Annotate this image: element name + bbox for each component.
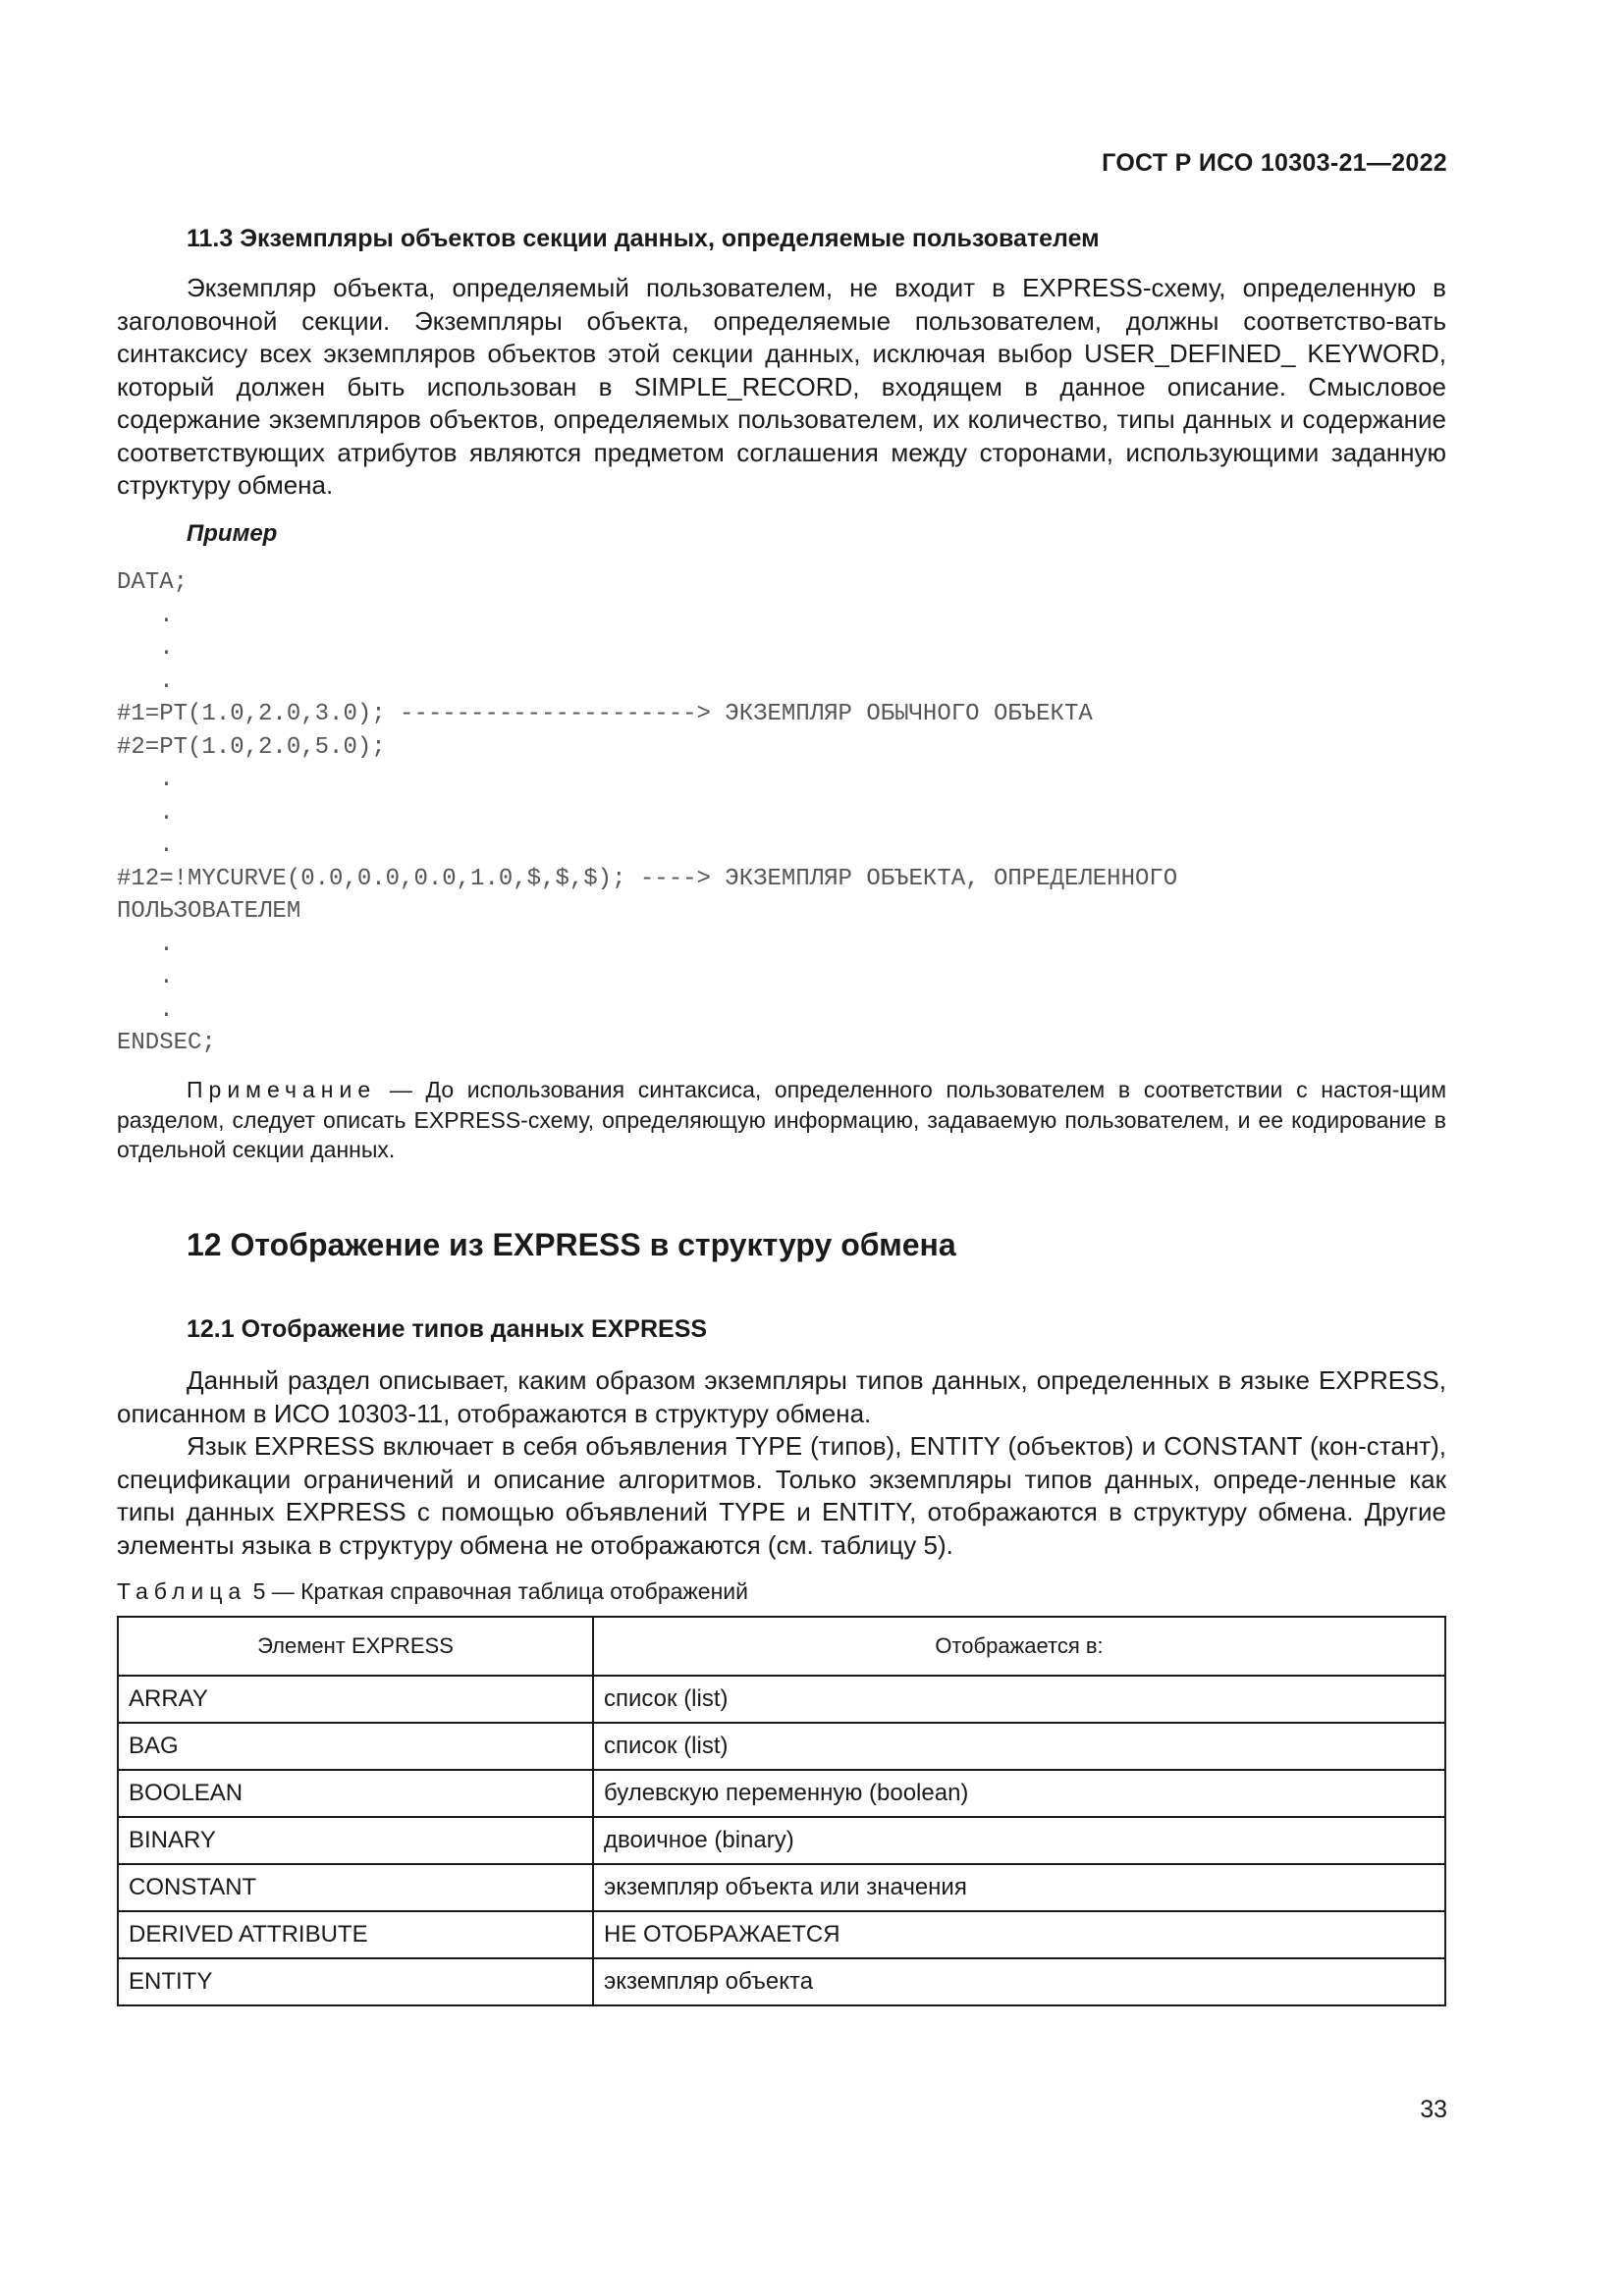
table-row [118, 1864, 1445, 1911]
cell-express-element: BOOLEAN [118, 1770, 593, 1817]
code-line: DATA; [117, 569, 189, 596]
code-line: . [117, 635, 174, 662]
header-express-element: Элемент EXPRESS [118, 1617, 593, 1676]
cell-maps-to: НЕ ОТОБРАЖАЕТСЯ [593, 1911, 1445, 1958]
table-5-caption [117, 1578, 748, 1605]
code-line: . [117, 667, 174, 695]
section-12-heading: 12 Отображение из EXPRESS в структуру обмена [187, 1227, 956, 1262]
code-line: #1=PT(1.0,2.0,3.0); ---------------------> ЭКЗЕМПЛЯР ОБЫЧНОГО ОБЪЕКТА [117, 701, 1093, 727]
code-line: ПОЛЬЗОВАТЕЛЕМ [117, 898, 301, 925]
table-header-row [118, 1617, 1445, 1676]
document-code-header: ГОСТ Р ИСО 10303-21—2022 [1102, 149, 1447, 177]
cell-maps-to: экземпляр объекта [593, 1958, 1445, 2005]
note-text: — До использования синтаксиса, определенного пользователем в соответствии с настоя-щим разделом, следует описать EXPRESS-схему, определяющую информацию, задаваемую пользователем, и ее кодирование в отдельной секции данных. [117, 1077, 1446, 1162]
code-line: ENDSEC; [117, 1030, 216, 1056]
table-row [118, 1911, 1445, 1958]
code-line: #2=PT(1.0,2.0,5.0); [117, 733, 386, 761]
cell-maps-to: двоичное (binary) [593, 1817, 1445, 1864]
table-row [118, 1958, 1445, 2005]
cell-express-element: ARRAY [118, 1676, 593, 1723]
code-line: . [117, 799, 174, 827]
table-row [118, 1770, 1445, 1817]
code-line: . [117, 996, 174, 1024]
table-caption-label: Таблица [117, 1578, 247, 1604]
code-line: . [117, 964, 174, 990]
table-row [118, 1723, 1445, 1770]
section-11-3-heading: 11.3 Экземпляры объектов секции данных, определяемые пользователем [187, 225, 1100, 252]
header-maps-to: Отображается в: [593, 1617, 1445, 1676]
table-caption-text: 5 — Краткая справочная таблица отображений [246, 1578, 748, 1604]
code-line: . [117, 931, 174, 958]
cell-maps-to: экземпляр объекта или значения [593, 1864, 1445, 1911]
table-row [118, 1817, 1445, 1864]
table-row [118, 1676, 1445, 1723]
cell-maps-to: булевскую переменную (boolean) [593, 1770, 1445, 1817]
code-example [117, 566, 1177, 1060]
code-line: #12=!MYCURVE(0.0,0.0,0.0,1.0,$,$,$); ----> ЭКЗЕМПЛЯР ОБЪЕКТА, ОПРЕДЕЛЕННОГО [117, 865, 1178, 892]
section-12-1-paragraph-1: Данный раздел описывает, каким образом экземпляры типов данных, определенных в языке EXPRESS, описанном в ИСО 10303-11, отображаются в структуру обмена. [117, 1365, 1446, 1428]
section-12-1-heading: 12.1 Отображение типов данных EXPRESS [187, 1315, 708, 1343]
cell-maps-to: список (list) [593, 1723, 1445, 1770]
cell-express-element: DERIVED ATTRIBUTE [118, 1911, 593, 1958]
cell-express-element: ENTITY [118, 1958, 593, 2005]
code-line: . [117, 832, 174, 859]
cell-express-element: BAG [118, 1723, 593, 1770]
note-paragraph [117, 1075, 1446, 1165]
section-11-3-paragraph: Экземпляр объекта, определяемый пользователем, не входит в EXPRESS-схему, определенную в заголовочной секции. Экземпляры объекта, определяемые пользователем, должны соответство-вать синтаксису всех экземпляров объектов этой секции данных, исключая выбор USER_DEFINED_ KEYWORD, который должен быть использован в SIMPLE_RECORD, входящем в данное описание. Смысловое содержание экземпляров объектов, определяемых пользователем, их количество, типы данных и содержание соответствующих атрибутов являются предметом соглашения между сторонами, использующими заданную структуру обмена. [117, 273, 1446, 500]
mapping-table [117, 1616, 1446, 2006]
code-line: . [117, 767, 174, 793]
code-line: . [117, 602, 174, 629]
example-label: Пример [187, 520, 278, 547]
cell-maps-to: список (list) [593, 1676, 1445, 1723]
cell-express-element: CONSTANT [118, 1864, 593, 1911]
note-label: Примечание [187, 1077, 377, 1102]
page-number: 33 [1420, 2096, 1447, 2123]
cell-express-element: BINARY [118, 1817, 593, 1864]
section-12-1-paragraph-2: Язык EXPRESS включает в себя объявления TYPE (типов), ENTITY (объектов) и CONSTANT (кон-стант), спецификации ограничений и описание алгоритмов. Только экземпляры типов данных, опреде-ленные как типы данных EXPRESS с помощью объявлений TYPE и ENTITY, отображаются в структуру обмена. Другие элементы языка в структуру обмена не отображаются (см. таблицу 5). [117, 1431, 1446, 1560]
